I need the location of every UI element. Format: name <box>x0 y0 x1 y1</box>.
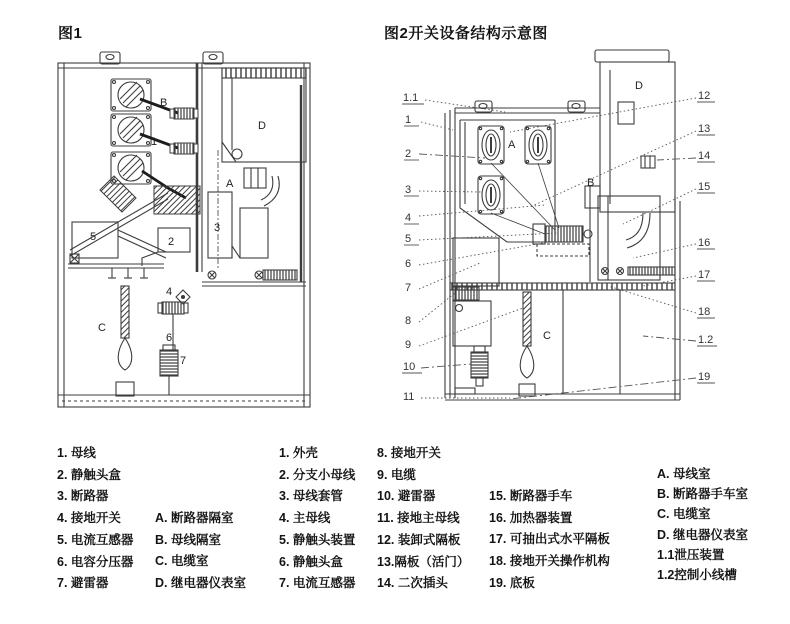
fig2-label-A: A <box>508 139 516 151</box>
legend-item: 17. 可抽出式水平隔板 <box>489 532 610 547</box>
legend-item: 3. 母线套管 <box>279 489 343 504</box>
legend-item: 1.2控制小线槽 <box>657 568 737 583</box>
legend-item: B. 母线隔室 <box>155 532 221 547</box>
figure1-drawing <box>54 50 316 412</box>
legend-item: 14. 二次插头 <box>377 576 448 591</box>
fig2-callout-7: 7 <box>405 282 412 294</box>
legend-item: 12. 装卸式隔板 <box>377 532 461 547</box>
legend-fig2-parts-3 <box>489 486 610 595</box>
fig2-callout-1-2: 1.2 <box>698 334 714 346</box>
legend-item: 15. 断路器手车 <box>489 489 573 503</box>
legend-fig2-parts-1 <box>279 443 355 595</box>
legend-item: 9. 电缆 <box>377 467 416 482</box>
fig2-callout-16: 16 <box>698 237 711 249</box>
legend-item: 19. 底板 <box>489 575 535 590</box>
fig1-label-5: 5 <box>90 231 97 243</box>
legend-item: 3. 断路器 <box>57 489 109 504</box>
fig2-callout-6: 6 <box>405 258 412 270</box>
fig1-label-7: 7 <box>180 355 187 367</box>
fig1-label-1: 1 <box>151 136 158 148</box>
figure2-title: 图2开关设备结构示意图 <box>384 25 548 42</box>
fig1-label-B: B <box>160 97 168 109</box>
legend-item: 5. 静触头装置 <box>279 532 356 547</box>
fig2-callout-18: 18 <box>698 306 711 318</box>
legend-fig1-rooms <box>155 508 246 595</box>
fig1-cable-compartment <box>68 222 190 396</box>
fig2-callout-19: 19 <box>698 371 711 383</box>
legend-item: 1.1泄压装置 <box>657 547 725 562</box>
legend-item: 13.隔板（活门） <box>377 554 470 569</box>
legend-item: C. 电缆室 <box>657 507 711 522</box>
fig2-label-D: D <box>635 80 643 92</box>
legend-item: 7. 避雷器 <box>57 576 109 591</box>
fig2-callout-1: 1 <box>405 114 412 126</box>
fig2-right-callouts <box>697 90 717 383</box>
legend-item: 16. 加热器装置 <box>489 510 573 525</box>
fig2-callout-9: 9 <box>405 339 412 351</box>
fig2-callout-4: 4 <box>405 212 412 224</box>
fig2-callout-17: 17 <box>698 269 711 281</box>
legend-fig1-parts <box>57 443 133 595</box>
legend-item: D. 继电器仪表室 <box>657 527 748 542</box>
legend-item: 4. 接地开关 <box>57 511 121 526</box>
legend-item: 6. 静触头盒 <box>279 554 343 569</box>
legend-fig2-parts-2 <box>377 443 469 595</box>
fig2-callout-1-1: 1.1 <box>403 92 419 104</box>
fig2-callout-13: 13 <box>698 123 711 135</box>
legend-item: C. 电缆室 <box>155 554 209 569</box>
fig2-callout-14: 14 <box>698 150 711 162</box>
fig1-label-C: C <box>98 322 106 334</box>
legend-item: A. 母线室 <box>657 467 711 481</box>
fig2-callout-11: 11 <box>403 391 415 403</box>
legend-item: 2. 分支小母线 <box>279 467 356 482</box>
fig2-cable-compartment <box>453 238 620 396</box>
legend-item: 11. 接地主母线 <box>377 511 460 526</box>
fig1-relay-compartment <box>222 68 306 162</box>
legend-item: 10. 避雷器 <box>377 489 436 504</box>
fig2-callout-8: 8 <box>405 315 412 327</box>
figure1-title: 图1 <box>58 25 83 42</box>
legend-item: 1. 外壳 <box>279 446 318 460</box>
fig1-label-A: A <box>226 178 234 190</box>
fig2-left-callouts <box>402 92 424 403</box>
fig2-callout-12: 12 <box>698 90 711 102</box>
fig2-callout-10: 10 <box>403 361 416 373</box>
legend-item: B. 断路器手车室 <box>657 487 748 502</box>
legend-item: 6. 电容分压器 <box>57 554 134 569</box>
legend-item: D. 继电器仪表室 <box>155 576 246 591</box>
fig2-callout-2: 2 <box>405 148 412 160</box>
fig1-label-2: 2 <box>168 236 175 248</box>
fig2-callout-15: 15 <box>698 181 711 193</box>
fig2-label-B: B <box>587 177 595 189</box>
fig1-label-3: 3 <box>214 222 221 234</box>
fig1-cabinet-outline <box>58 52 310 407</box>
fig1-bushings <box>111 79 151 184</box>
fig2-contact-mechanism <box>533 224 592 256</box>
legend-item: 8. 接地开关 <box>377 446 441 460</box>
legend-item: 4. 主母线 <box>279 511 331 526</box>
fig1-label-6: 6 <box>166 332 173 344</box>
figure2-drawing <box>395 46 725 420</box>
fig2-callout-3: 3 <box>405 184 412 196</box>
legend-item: 18. 接地开关操作机构 <box>489 554 610 569</box>
legend-item: A. 断路器隔室 <box>155 511 234 525</box>
legend-item: 1. 母线 <box>57 446 96 460</box>
fig1-label-4: 4 <box>166 286 173 298</box>
legend-fig2-rooms <box>657 464 748 585</box>
fig2-label-C: C <box>543 330 551 342</box>
legend-item: 7. 电流互感器 <box>279 576 356 591</box>
legend-item: 5. 电流互感器 <box>57 532 134 547</box>
fig1-label-D: D <box>258 120 266 132</box>
fig2-callout-5: 5 <box>405 233 412 245</box>
legend-item: 2. 静触头盒 <box>57 467 121 482</box>
